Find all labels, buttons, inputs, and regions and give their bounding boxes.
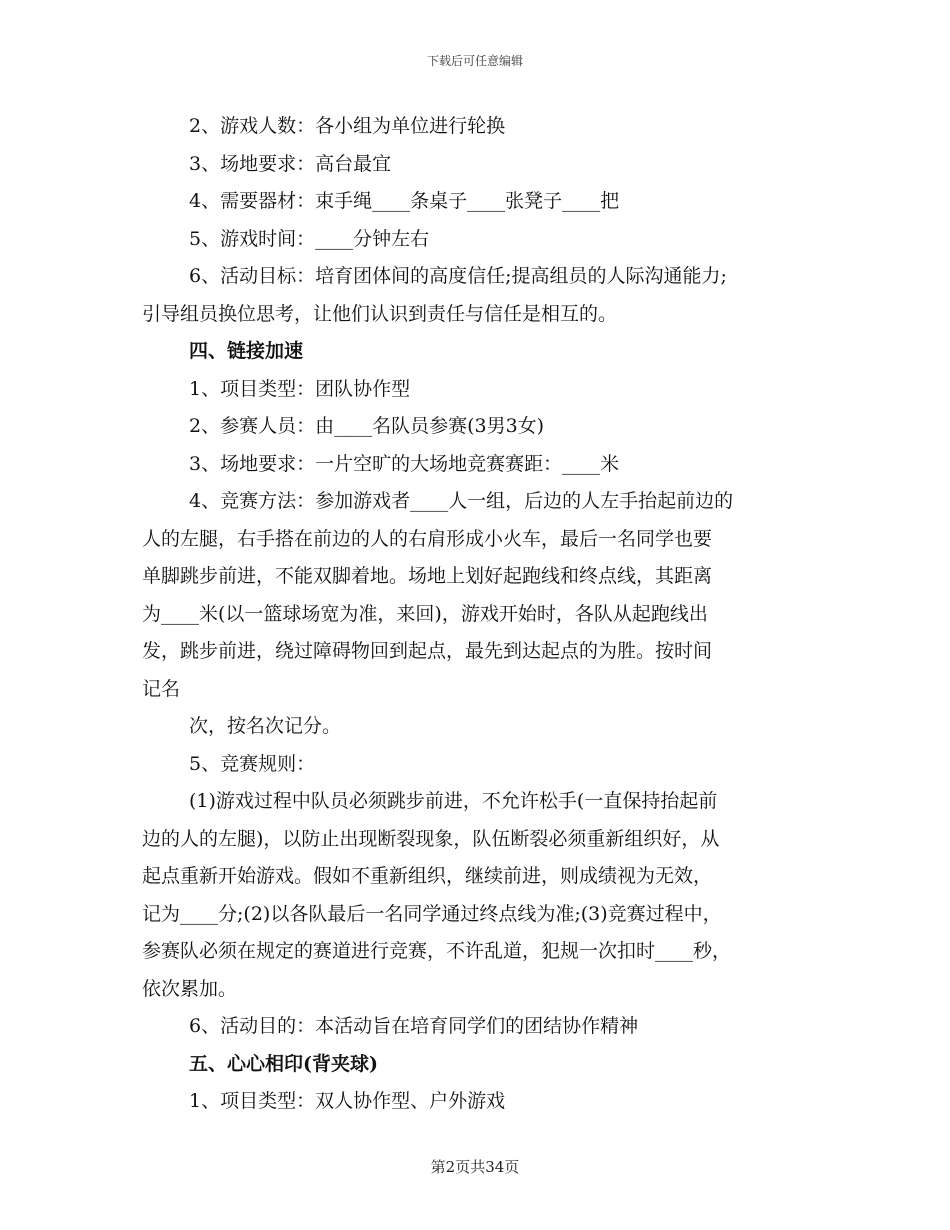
page-footer: 第2页共34页 bbox=[430, 1158, 520, 1176]
page-header: 下载后可任意编辑 bbox=[426, 54, 523, 68]
item-rules-cont-1: 边的人的左腿)，以防止出现断裂现象，队伍断裂必须重新组织好，从 bbox=[142, 827, 720, 850]
item-method-cont-4: 发，跳步前进，绕过障碍物回到起点，最先到达起点的为胜。按时间 bbox=[142, 640, 713, 662]
item-method-cont-6: 次，按名次记分。 bbox=[189, 715, 342, 737]
item-method-cont-5: 记名 bbox=[142, 677, 181, 700]
document-body bbox=[142, 108, 810, 1121]
item-rules-1: (1)游戏过程中队员必须跳步前进，不允许松手(一直保持抬起前 bbox=[189, 790, 718, 812]
section-heading-4: 四、链接加速 bbox=[189, 340, 304, 362]
item-game-time: 5、游戏时间：____分钟左右 bbox=[189, 227, 430, 250]
item-activity-goal: 6、活动目标：培育团体间的高度信任;提高组员的人际沟通能力; bbox=[189, 265, 727, 287]
item-rules-cont-3: 记为____分;(2)以各队最后一名同学通过终点线为准;(3)竞赛过程中， bbox=[142, 902, 722, 925]
item-project-type: 1、项目类型：团队协作型 bbox=[189, 377, 411, 400]
item-participants: 2、参赛人员：由____名队员参赛(3男3女) bbox=[189, 415, 545, 437]
item-method-cont-2: 单脚跳步前进，不能双脚着地。场地上划好起跑线和终点线，其距离 bbox=[142, 565, 713, 587]
item-rules-cont-4: 参赛队必须在规定的赛道进行竞赛，不许乱道，犯规一次扣时____秒， bbox=[142, 940, 732, 962]
item-equipment: 4、需要器材：束手绳____条桌子____张凳子____把 bbox=[189, 190, 620, 212]
item-project-type-5: 1、项目类型：双人协作型、户外游戏 bbox=[189, 1090, 506, 1112]
item-purpose: 6、活动目的：本活动旨在培育同学们的团结协作精神 bbox=[189, 1015, 639, 1037]
item-venue-distance: 3、场地要求：一片空旷的大场地竞赛赛距：____米 bbox=[189, 452, 620, 475]
item-method-cont-3: 为____米(以一篮球场宽为准，来回)，游戏开始时，各队从起跑线出 bbox=[142, 602, 708, 625]
item-venue: 3、场地要求：高台最宜 bbox=[189, 152, 392, 175]
item-method: 4、竞赛方法：参加游戏者____人一组，后边的人左手抬起前边的 bbox=[189, 490, 734, 512]
item-rules-cont-2: 起点重新开始游戏。假如不重新组织，继续前进，则成绩视为无效， bbox=[142, 865, 713, 887]
item-method-cont-1: 人的左腿，右手搭在前边的人的右肩形成小火车，最后一名同学也要 bbox=[142, 527, 713, 550]
item-player-count: 2、游戏人数：各小组为单位进行轮换 bbox=[189, 115, 506, 137]
item-activity-goal-cont: 引导组员换位思考，让他们认识到责任与信任是相互的。 bbox=[142, 302, 618, 325]
section-heading-5: 五、心心相印(背夹球) bbox=[189, 1052, 378, 1075]
item-rules-cont-5: 依次累加。 bbox=[142, 977, 238, 1000]
item-rules: 5、竞赛规则： bbox=[189, 752, 316, 775]
